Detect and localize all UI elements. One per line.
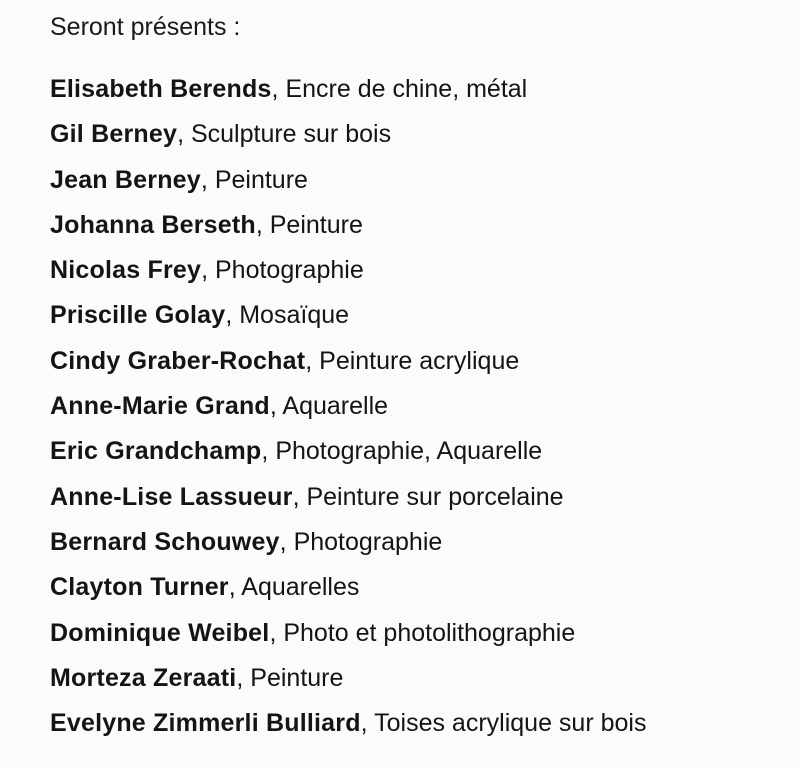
artist-medium: Encre de chine, métal — [285, 75, 528, 103]
artist-medium: Peinture acrylique — [319, 346, 520, 375]
artist-medium: Peinture sur porcelaine — [306, 482, 564, 511]
artist-entry — [50, 389, 646, 434]
artist-medium: Photographie — [215, 256, 364, 285]
separator: , — [305, 346, 320, 375]
artist-entry — [50, 208, 646, 253]
artist-name: Evelyne Zimmerli Bulliard — [50, 709, 361, 738]
artist-medium: Photographie — [293, 527, 443, 556]
separator: , — [225, 301, 240, 330]
separator: , — [200, 165, 215, 194]
separator: , — [236, 663, 251, 692]
separator: , — [279, 527, 294, 556]
separator: , — [269, 618, 284, 647]
artist-medium: Peinture — [214, 165, 308, 194]
artist-entry — [50, 72, 646, 117]
separator: , — [261, 437, 276, 466]
artist-medium: Toises acrylique sur bois — [374, 709, 647, 738]
separator: , — [228, 573, 242, 602]
artist-medium: Photographie, Aquarelle — [275, 437, 543, 466]
artist-entry — [50, 253, 646, 298]
artist-name: Morteza Zeraati — [50, 663, 237, 692]
artist-entry — [50, 661, 646, 706]
artist-list — [50, 72, 646, 751]
artist-name: Gil Berney — [50, 120, 178, 149]
artist-name: Dominique Weibel — [50, 618, 270, 647]
artist-medium: Aquarelle — [282, 392, 389, 421]
artist-entry — [50, 434, 646, 479]
artist-entry — [50, 525, 646, 570]
separator: , — [360, 709, 375, 738]
artist-name: Clayton Turner — [50, 573, 229, 602]
artist-entry — [50, 706, 646, 751]
separator: , — [269, 392, 283, 421]
artist-name: Anne-Lise Lassueur — [50, 482, 293, 511]
intro-heading: Seront présents : — [50, 13, 241, 41]
artist-medium: Aquarelles — [241, 573, 360, 602]
artist-entry — [50, 570, 646, 615]
artist-entry — [50, 616, 646, 661]
artist-entry — [50, 298, 646, 343]
separator: , — [255, 210, 270, 239]
artist-medium: Photo et photolithographie — [283, 618, 576, 647]
artist-name: Nicolas Frey — [50, 256, 202, 285]
artist-name: Cindy Graber-Rochat — [50, 346, 306, 375]
artist-name: Anne-Marie Grand — [50, 392, 270, 421]
separator: , — [271, 75, 286, 103]
artist-entry — [50, 480, 646, 525]
artist-entry — [50, 163, 646, 208]
separator: , — [201, 256, 215, 285]
artist-medium: Peinture — [250, 663, 344, 692]
artist-entry — [50, 117, 646, 162]
artist-entry — [50, 344, 646, 389]
separator: , — [177, 120, 191, 149]
artist-name: Priscille Golay — [50, 301, 226, 330]
artist-medium: Mosaïque — [239, 301, 350, 330]
artist-medium: Peinture — [269, 210, 363, 239]
artist-name: Eric Grandchamp — [50, 437, 262, 466]
artist-medium: Sculpture sur bois — [190, 120, 392, 149]
artist-name: Johanna Berseth — [50, 210, 256, 239]
artist-name: Elisabeth Berends — [50, 75, 272, 103]
artist-name: Jean Berney — [50, 165, 201, 194]
artist-name: Bernard Schouwey — [50, 527, 280, 556]
separator: , — [292, 482, 307, 511]
